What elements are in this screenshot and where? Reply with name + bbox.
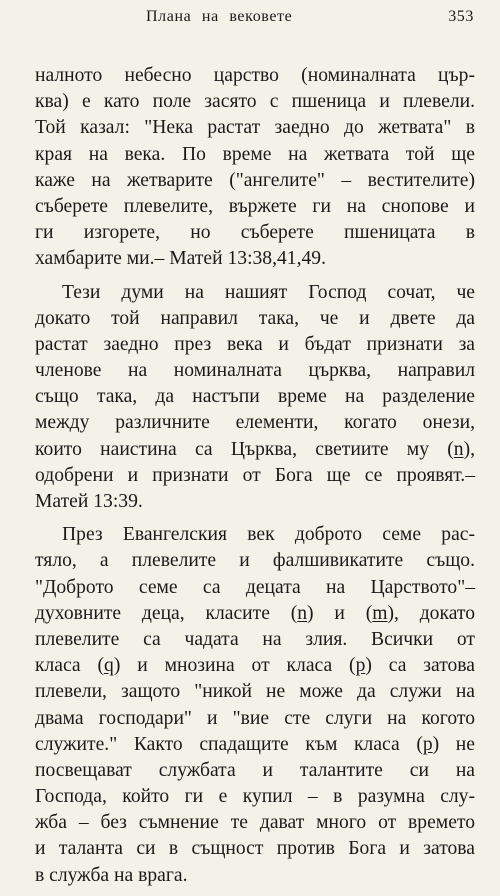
text-line: каже на жетварите ("ангелите" – вестителите): [35, 169, 475, 191]
text-line: През Евангелския век доброто семе рас-: [62, 524, 475, 546]
class-marker: n: [453, 438, 464, 460]
text-line: които наистина са Църква, светиите му (n),: [35, 438, 475, 460]
text-line: плевели, защото "никой не може да служи на: [35, 681, 475, 703]
text-line: също така, да настъпи време на разделение: [35, 386, 475, 408]
text-line: ква) е като поле засято с пшеница и плевели.: [35, 91, 475, 113]
text-line: членове на номиналната църква, направил: [35, 360, 475, 382]
text-line: тяло, а плевелите и фалшивикатите също.: [35, 550, 475, 572]
text-line: Матей 13:39.: [35, 491, 143, 512]
class-marker: q: [104, 655, 114, 677]
running-title: Плана на вековете: [146, 8, 293, 25]
text-line: одобрени и признати от Бога ще се проявят.–: [35, 464, 475, 486]
running-header: [28, 8, 474, 30]
text-line: "Доброто семе са децата на Царството"–: [35, 576, 475, 598]
text-line: ги изгорете, но съберете пшеницата в: [35, 222, 475, 244]
body-text: [35, 63, 475, 896]
text-line: хамбарите ми.– Матей 13:38,41,49.: [35, 248, 326, 270]
text-line: Той казал: "Нека растат заедно до жетвата" в: [35, 117, 475, 139]
text-line: двама господари" и "вие сте слуги на когото: [35, 707, 475, 729]
text-line: духовните деца, класите (n) и (m), докато: [35, 602, 475, 624]
class-marker: m: [372, 602, 388, 624]
text-line: края на века. По време на жетвата той ще: [35, 143, 475, 165]
text-line: посвещават службата и талантите си на: [35, 759, 475, 781]
text-line: налното небесно царство (номиналната цър-: [35, 65, 475, 86]
text-line: плевелите са чадата на злия. Всички от: [35, 628, 475, 650]
text-line: и таланта си в същност против Бога и затова: [35, 838, 475, 860]
page-number: 353: [448, 8, 474, 25]
class-marker: p: [355, 655, 366, 677]
class-marker: p: [422, 733, 433, 755]
text-line: докато той направил така, че и двете да: [35, 307, 475, 329]
paragraph: [35, 280, 475, 516]
text-line: съберете плевелите, вържете ги на снопове и: [35, 195, 475, 217]
text-line: служите." Както спадащите към класа (p) не: [35, 733, 475, 755]
text-line: класа (q) и мнозина от класа (p) са затова: [35, 655, 475, 677]
text-line: Господа, който ги е купил – в разумна слу-: [35, 786, 475, 808]
paragraph: [35, 522, 475, 889]
text-line: Тези думи на нашият Господ сочат, че: [62, 281, 475, 303]
paragraph: [35, 63, 475, 273]
class-marker: n: [297, 602, 308, 624]
text-line: жба – без съмнение те дават много от времето: [35, 812, 475, 834]
text-line: растат заедно през века и бъдат признати за: [35, 333, 475, 355]
text-line: между различните елементи, когато онези,: [35, 412, 475, 434]
text-line: в служба на врага.: [35, 864, 188, 886]
